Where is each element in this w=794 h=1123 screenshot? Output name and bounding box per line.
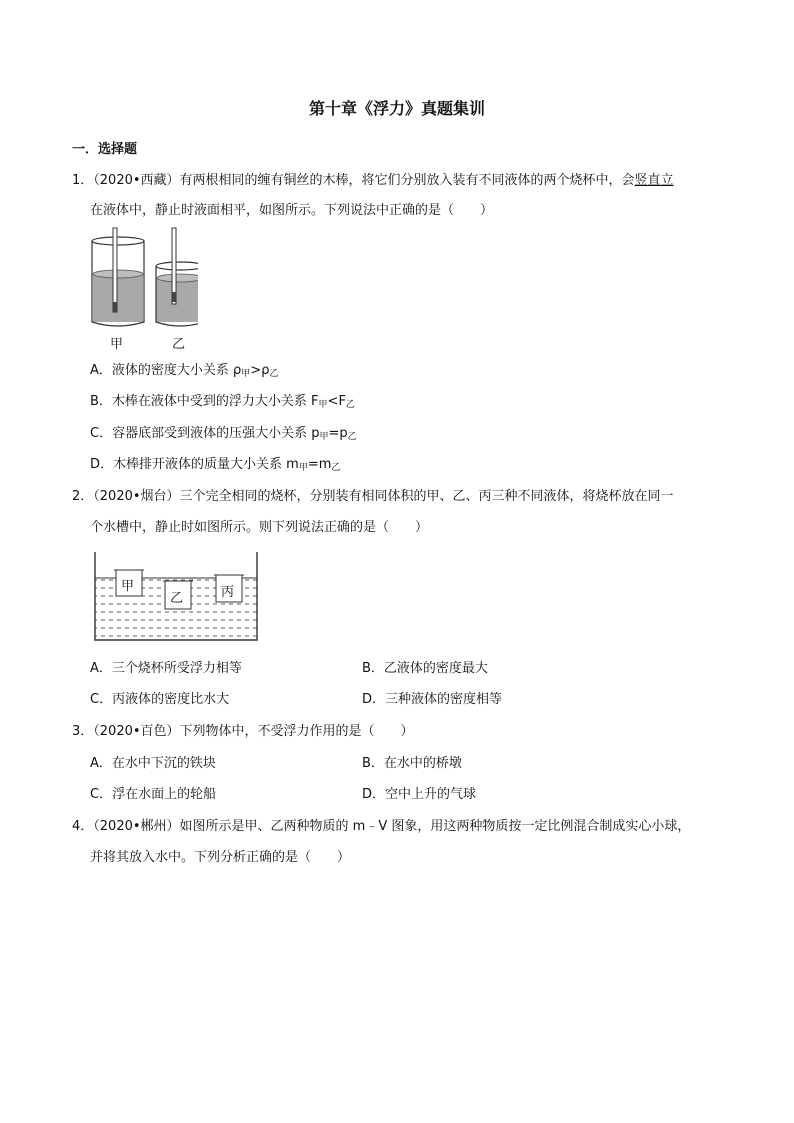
- q2-label-yi: 乙: [170, 591, 184, 606]
- q1-option-a[interactable]: A．液体的密度大小关系 $\rho_甲>\rho_乙$: [90, 363, 279, 379]
- q3-option-c[interactable]: C．浮在水面上的轮船: [90, 787, 217, 802]
- q1-stem-line2: 在液体中，静止时液面相平，如图所示。下列说法中正确的是（ ）: [90, 203, 494, 218]
- q1-option-d[interactable]: D．木棒排开液体的质量大小关系 $m_甲=m_乙$: [90, 457, 341, 473]
- q4-stem-line2: 并将其放入水中。下列分析正确的是（ ）: [90, 850, 351, 865]
- q3-option-b[interactable]: B．在水中的桥墩: [362, 756, 462, 771]
- q2-option-b[interactable]: B．乙液体的密度最大: [362, 661, 488, 676]
- q3-option-d[interactable]: D．空中上升的气球: [362, 787, 477, 802]
- q1-option-c[interactable]: C．容器底部受到液体的压强大小关系 $p_甲=p_乙$: [90, 426, 357, 442]
- q4-stem-line1: 4．（2020•郴州）如图所示是甲、乙两种物质的 m﹣V 图象，用这两种物质按一定比例混合制成实心小球，: [72, 819, 691, 834]
- q2-stem-line2: 个水槽中，静止时如图所示。则下列说法正确的是（ ）: [90, 520, 429, 535]
- section-heading: 一．选择题: [72, 142, 138, 157]
- q1-label-yi: 乙: [172, 337, 186, 352]
- q2-label-jia: 甲: [121, 579, 135, 594]
- q2-option-d[interactable]: D．三种液体的密度相等: [362, 692, 503, 707]
- q3-option-a[interactable]: A．在水中下沉的铁块: [90, 756, 216, 771]
- page-title: 第十章《浮力》真题集训: [308, 99, 485, 118]
- q2-figure: [92, 552, 262, 644]
- q2-option-a[interactable]: A．三个烧杯所受浮力相等: [90, 661, 242, 676]
- q3-stem: 3．（2020•百色）下列物体中，不受浮力作用的是（ ）: [72, 724, 414, 739]
- q1-option-b[interactable]: B．木棒在液体中受到的浮力大小关系 $F_甲<F_乙$: [90, 394, 355, 410]
- q2-label-bing: 丙: [221, 585, 235, 600]
- q2-option-c[interactable]: C．丙液体的密度比水大: [90, 692, 230, 707]
- q1-figure: [88, 226, 198, 352]
- q1-label-jia: 甲: [110, 337, 124, 352]
- q1-stem-line1: 1．（2020•西藏）有两根相同的缠有铜丝的木棒，将它们分别放入装有不同液体的两个烧杯中，会竖直立: [72, 173, 674, 188]
- q2-stem-line1: 2．（2020•烟台）三个完全相同的烧杯，分别装有相同体积的甲、乙、丙三种不同液体，将烧杯放在同一: [72, 489, 674, 504]
